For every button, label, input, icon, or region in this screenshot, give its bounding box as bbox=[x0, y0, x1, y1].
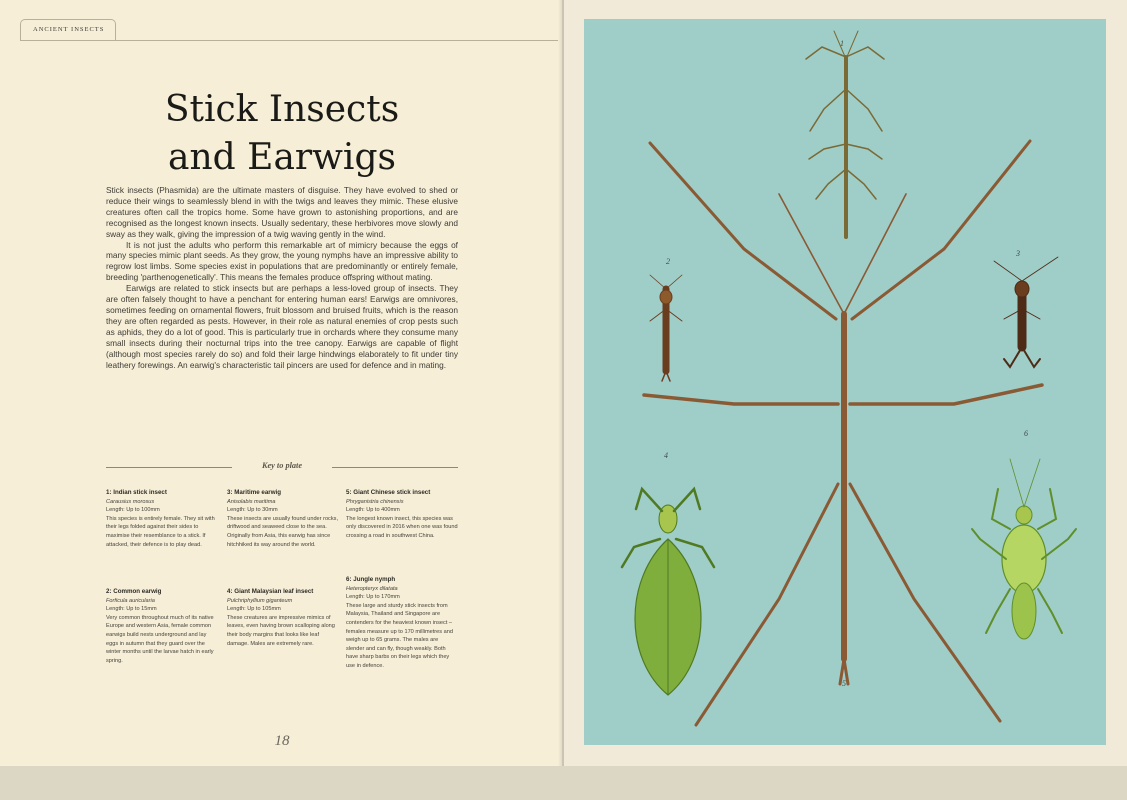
plate-illustration bbox=[584, 19, 1106, 745]
key-name: Jungle nymph bbox=[353, 576, 396, 583]
chapter-tab-label: ANCIENT INSECTS bbox=[33, 26, 105, 33]
key-entry-1 bbox=[106, 489, 218, 549]
key-scientific-name: Heteropteryx dilatata bbox=[346, 585, 398, 592]
key-entry-3 bbox=[227, 489, 339, 549]
key-heading: Key to plate bbox=[261, 461, 303, 470]
header-rule bbox=[20, 40, 558, 41]
key-number: 6: bbox=[346, 576, 352, 583]
divider bbox=[106, 467, 232, 468]
body-text bbox=[106, 185, 458, 370]
key-name: Common earwig bbox=[113, 588, 162, 595]
left-page bbox=[0, 0, 562, 766]
plate-label-4: 4 bbox=[664, 451, 668, 460]
key-length: Length: Up to 105mm bbox=[227, 606, 281, 613]
key-scientific-name: Carausius morosus bbox=[106, 498, 155, 505]
key-number: 3: bbox=[227, 489, 233, 496]
giant-chinese-stick-insect-illustration bbox=[644, 141, 1042, 725]
illustration-plate bbox=[584, 19, 1106, 745]
plate-label-5: 5 bbox=[842, 679, 846, 688]
key-description: These creatures are impressive mimics of leaves, even having brown scalloping along their body margins that looks like leaf damage. Males are extremely rare. bbox=[227, 614, 335, 647]
key-number: 1: bbox=[106, 489, 112, 496]
plate-label-3: 3 bbox=[1016, 249, 1020, 258]
giant-malaysian-leaf-insect-illustration bbox=[622, 489, 714, 695]
indian-stick-insect-illustration bbox=[806, 31, 884, 237]
key-entry-4 bbox=[227, 588, 339, 648]
key-description: These large and sturdy stick insects from Malaysia, Thailand and Singapore are contenders for the heaviest known insect – females measure up to 170 millimetres and weigh up to 65 grams. The males are slender and can fly, though weakly. Both have sharp barbs on their legs which they use in defence. bbox=[346, 602, 453, 669]
key-scientific-name: Pulchriphyllium giganteum bbox=[227, 597, 293, 604]
page-number: 18 bbox=[274, 733, 290, 749]
key-length: Length: Up to 15mm bbox=[106, 606, 157, 613]
key-description: This species is entirely female. They sit with their legs folded against their sides to maximise their resemblance to a stick. If attacked, their defence is to play dead. bbox=[106, 515, 215, 548]
key-scientific-name: Phryganistria chinensis bbox=[346, 498, 404, 505]
paragraph: It is not just the adults who perform this remarkable art of mimicry because the eggs of many species mimic plant seeds. As they grow, the young nymphs have an impressive ability to regrow lost limbs. Some species exist in populations that are predominantly or entirely female, breeding 'parthenogenetically'. This means the females produce offspring without mating. bbox=[106, 239, 458, 283]
key-entry-2 bbox=[106, 588, 218, 665]
key-scientific-name: Forficula auricularia bbox=[106, 597, 155, 604]
common-earwig-illustration bbox=[650, 275, 682, 381]
key-description: The longest known insect, this species was only discovered in 2016 when one was found crossing a road in southwest China. bbox=[346, 515, 458, 539]
key-name: Indian stick insect bbox=[113, 489, 167, 496]
key-name: Giant Malaysian leaf insect bbox=[234, 588, 314, 595]
key-number: 2: bbox=[106, 588, 112, 595]
title-line-1: Stick Insects bbox=[164, 89, 400, 130]
key-entry-5 bbox=[346, 489, 458, 541]
key-length: Length: Up to 30mm bbox=[227, 507, 278, 514]
paragraph: Earwigs are related to stick insects but are perhaps a less-loved group of insects. They are often falsely thought to have a penchant for entering human ears! Earwigs are omnivores, sometimes feeding on ornamental flowers, fruit blossom and bruised fruits, which is the reason they are often regarded as pests. However, in their role as natural enemies of crop pests such as aphids, they do a lot of good. This is particularly true in orchards where they consume many small insects during their nocturnal trips into the tree canopy. Earwigs are capable of flight (although most species rarely do so) and fold their large hindwings elaborately to fit under tiny leathery forewings. An earwig's characteristic tail pincers are used for defence and in mating. bbox=[106, 283, 458, 370]
maritime-earwig-illustration bbox=[994, 257, 1058, 367]
key-entry-6 bbox=[346, 576, 458, 671]
key-length: Length: Up to 400mm bbox=[346, 507, 400, 514]
plate-label-6: 6 bbox=[1024, 429, 1028, 438]
divider bbox=[332, 467, 458, 468]
key-length: Length: Up to 100mm bbox=[106, 507, 160, 514]
key-to-plate-header bbox=[106, 461, 458, 475]
paragraph: Stick insects (Phasmida) are the ultimate masters of disguise. They have evolved to shed or reduce their wings to seamlessly blend in with the twigs and leaves they mimic. These elusive creatures often call the tropics home. Some have grown to astonishing proportions, and are recognised as the longest known insects. Usually sedentary, these herbivores move slowly and sway as they walk, giving the impression of a twig waving gently in the wind. bbox=[106, 185, 458, 239]
key-length: Length: Up to 170mm bbox=[346, 594, 400, 601]
key-name: Maritime earwig bbox=[234, 489, 282, 496]
title-line-2: and Earwigs bbox=[168, 137, 396, 178]
key-scientific-name: Anisolabis maritima bbox=[227, 498, 276, 505]
jungle-nymph-illustration bbox=[972, 459, 1076, 639]
plate-label-1: 1 bbox=[840, 39, 844, 48]
key-number: 5: bbox=[346, 489, 352, 496]
plate-label-2: 2 bbox=[666, 257, 670, 266]
key-number: 4: bbox=[227, 588, 233, 595]
background-strip bbox=[0, 766, 1127, 800]
key-name: Giant Chinese stick insect bbox=[353, 489, 431, 496]
page-title bbox=[104, 86, 460, 182]
chapter-tab bbox=[20, 19, 116, 41]
key-description: Very common throughout much of its native Europe and western Asia, female common earwigs build nests underground and lay eggs in autumn that they guard over the winter months until the larvae hatch in early spring. bbox=[106, 614, 214, 664]
key-description: These insects are usually found under rocks, driftwood and seaweed close to the sea. Originally from Asia, this earwig has since hitchhiked its way around the world. bbox=[227, 515, 339, 548]
